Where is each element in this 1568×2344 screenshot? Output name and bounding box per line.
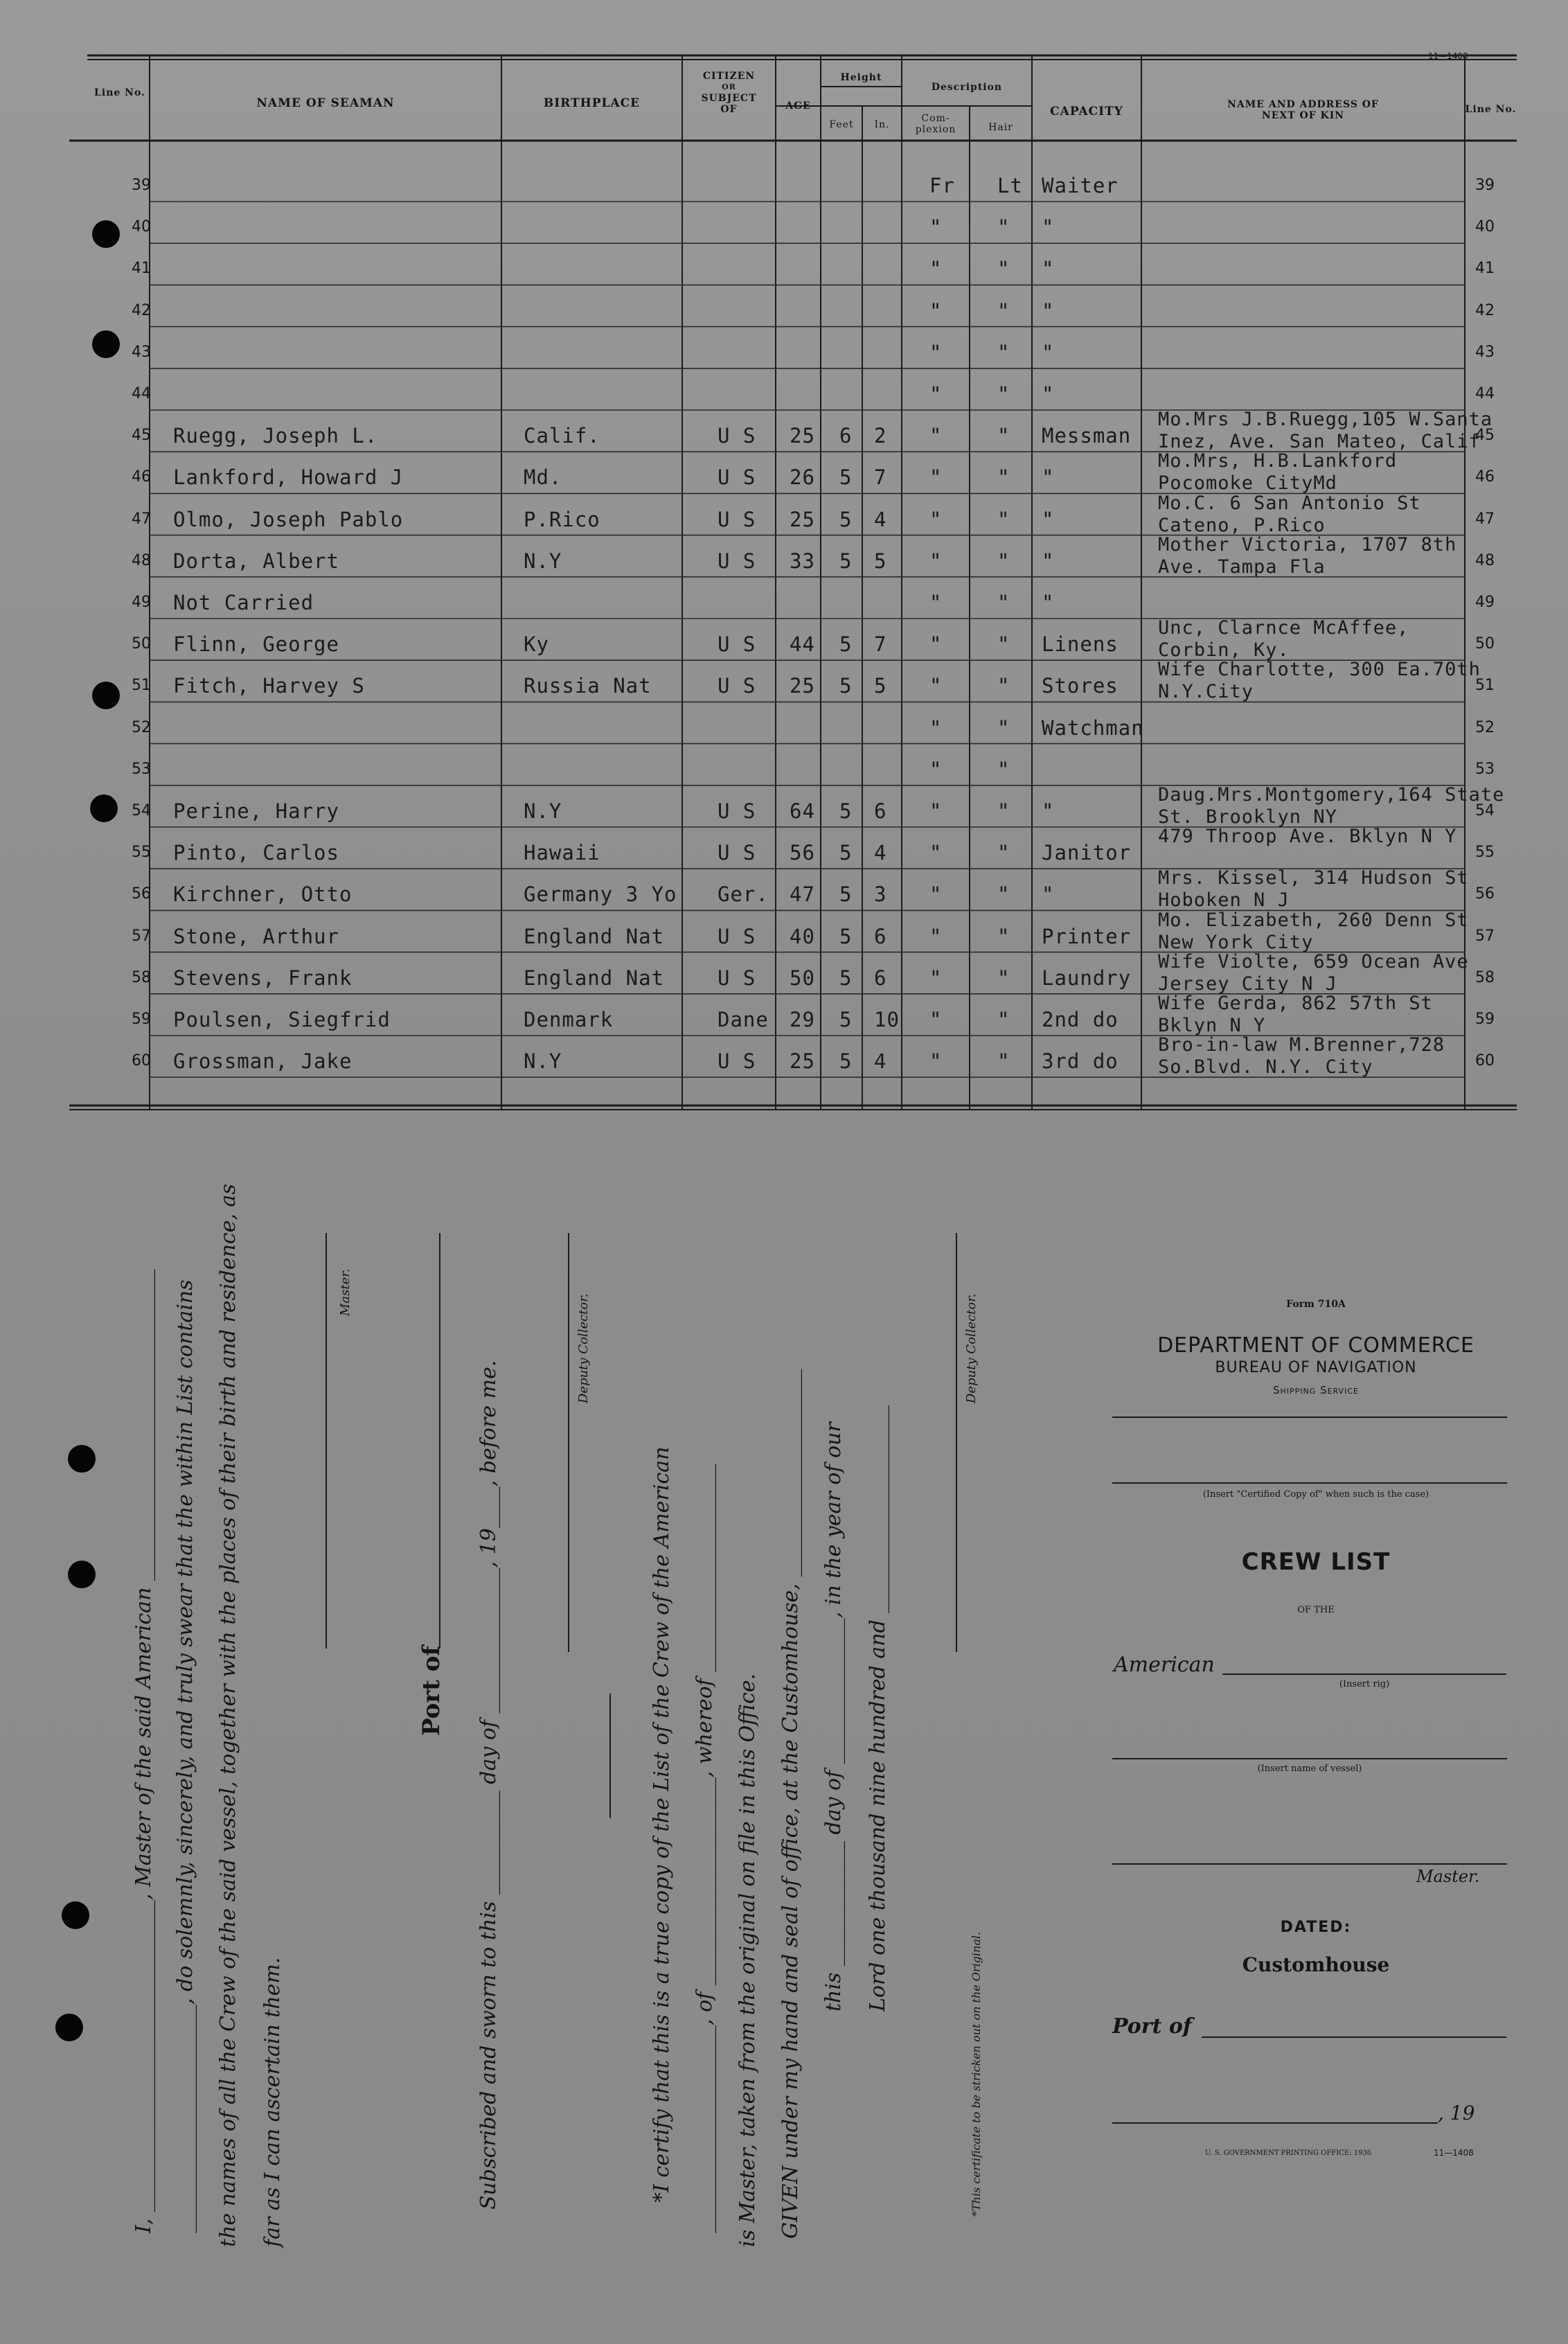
kin-label-1: NAME AND ADDRESS OF xyxy=(1227,99,1379,110)
oath-line-3: the names of all the Crew of the said vessel, together with the places of their birth and residence, as xyxy=(216,1184,240,2247)
row-line-number-right: 42 xyxy=(1475,301,1495,319)
next-of-kin-line-1: Mrs. Kissel, 314 Hudson St xyxy=(1158,867,1469,889)
next-of-kin-line-2: Cateno, P.Rico xyxy=(1158,514,1326,536)
seaman-hair: " xyxy=(997,674,1010,698)
seaman-capacity: " xyxy=(1042,799,1055,823)
seaman-capacity: Janitor xyxy=(1042,841,1132,865)
seal-line xyxy=(609,1694,611,1818)
seaman-birthplace: Russia Nat xyxy=(524,674,652,698)
seaman-age: 25 xyxy=(790,507,815,531)
next-of-kin-line-2: Bklyn N Y xyxy=(1158,1015,1266,1036)
seaman-name: Flinn, George xyxy=(173,632,339,657)
seaman-hair: " xyxy=(997,257,1010,281)
seaman-hair: " xyxy=(997,507,1010,531)
seaman-capacity: Watchman xyxy=(1042,716,1144,740)
row-line-number: 54 xyxy=(132,802,151,819)
seaman-complexion: " xyxy=(929,882,943,907)
row-line-number-right: 39 xyxy=(1475,177,1495,194)
seaman-complexion: " xyxy=(929,257,943,281)
seaman-complexion: " xyxy=(929,757,943,781)
seaman-age: 40 xyxy=(790,924,815,948)
cover-rule-1 xyxy=(1112,1417,1507,1418)
oath-line-1: I, ______________________________, Master of the said American ______________________________ xyxy=(132,1268,156,2233)
seaman-height-feet: 6 xyxy=(839,424,853,448)
deputy-signature-line-2 xyxy=(956,1233,957,1652)
seaman-height-inches: 6 xyxy=(874,966,887,990)
row-line-number: 42 xyxy=(132,301,151,319)
seaman-citizenship: Ger. xyxy=(718,882,769,907)
cover-year: , 19 xyxy=(1438,2102,1475,2124)
seaman-capacity: Waiter xyxy=(1042,174,1119,197)
seaman-name: Poulsen, Siegfrid xyxy=(173,1008,391,1031)
seaman-complexion: " xyxy=(929,424,943,448)
col-header-inches: In. xyxy=(874,119,890,130)
next-of-kin-line-2: Inez, Ave. San Mateo, Calif xyxy=(1158,431,1481,453)
next-of-kin-line-2: Corbin, Ky. xyxy=(1158,639,1290,662)
cover-of-the: OF THE xyxy=(1297,1605,1335,1615)
next-of-kin-line-1: Wife Violte, 659 Ocean Ave xyxy=(1158,950,1469,973)
deputy-collector-label-2: Deputy Collector. xyxy=(964,1293,979,1403)
certificate-footnote: *This certificate to be stricken out on the Original. xyxy=(970,1931,983,2217)
next-of-kin-line-2: Jersey City N J xyxy=(1158,973,1337,995)
seaman-hair: Lt xyxy=(997,174,1023,197)
row-line-number-right: 57 xyxy=(1475,927,1495,945)
seaman-complexion: " xyxy=(929,465,943,490)
row-line-number-right: 51 xyxy=(1475,677,1495,695)
seaman-citizenship: U S xyxy=(718,841,756,865)
master-signature-line xyxy=(326,1233,327,1649)
row-line-number-right: 53 xyxy=(1475,760,1495,778)
seaman-hair: " xyxy=(997,382,1010,406)
seaman-height-inches: 4 xyxy=(874,1049,887,1074)
seaman-birthplace: England Nat xyxy=(524,924,665,948)
seaman-birthplace: Calif. xyxy=(524,424,600,448)
seaman-height-inches: 7 xyxy=(874,632,887,657)
seaman-complexion: " xyxy=(929,716,943,740)
citizen-label-2: OR xyxy=(722,82,736,91)
certify-line-4: GIVEN under my hand and seal of office, at the Customhouse, ____________________ xyxy=(778,1369,803,2239)
cover-department: DEPARTMENT OF COMMERCE xyxy=(1157,1333,1475,1358)
next-of-kin-line-1: 479 Throop Ave. Bklyn N Y xyxy=(1158,826,1457,848)
row-line-number-right: 54 xyxy=(1475,802,1495,819)
seaman-hair: " xyxy=(997,215,1010,240)
row-line-number: 46 xyxy=(132,468,151,486)
row-line-number: 52 xyxy=(132,718,151,736)
cover-bureau: BUREAU OF NAVIGATION xyxy=(1215,1359,1417,1376)
row-line-number: 39 xyxy=(132,177,151,194)
seaman-age: 64 xyxy=(790,799,815,823)
certify-line-3: is Master, taken from the original on file in this Office. xyxy=(736,1673,760,2247)
cover-dated: DATED: xyxy=(1280,1919,1352,1936)
seaman-height-inches: 5 xyxy=(874,674,887,698)
seaman-birthplace: England Nat xyxy=(524,966,665,990)
seaman-complexion: " xyxy=(929,632,943,657)
certify-line-2: ____________________, of ____________________, whereof ____________________ xyxy=(693,1464,717,2233)
row-line-number-right: 58 xyxy=(1475,968,1495,986)
seaman-capacity: " xyxy=(1042,257,1055,281)
seaman-capacity: Linens xyxy=(1042,632,1119,657)
seaman-complexion: " xyxy=(929,299,943,323)
row-line-number-right: 46 xyxy=(1475,468,1495,486)
oath-line-4: far as I can ascertain them. xyxy=(260,1957,285,2247)
seaman-capacity: " xyxy=(1042,382,1055,406)
next-of-kin-line-2: Ave. Tampa Fla xyxy=(1158,556,1326,578)
seaman-citizenship: U S xyxy=(718,549,756,573)
next-of-kin-line-1: Mo. Elizabeth, 260 Denn St xyxy=(1158,909,1469,931)
col-header-birthplace: BIRTHPLACE xyxy=(543,96,641,110)
col-header-height: Height xyxy=(840,72,882,83)
seaman-hair: " xyxy=(997,841,1010,865)
certify-line-1: *I certify that this is a true copy of the List of the Crew of the American xyxy=(650,1446,674,2203)
row-line-number: 51 xyxy=(132,677,151,695)
cover-certified-note: (Insert "Certified Copy of" when such is the case) xyxy=(1202,1489,1429,1500)
seaman-birthplace: Md. xyxy=(524,465,562,490)
deputy-signature-line xyxy=(568,1233,569,1652)
next-of-kin-line-2: N.Y.City xyxy=(1158,681,1254,703)
seaman-birthplace: N.Y xyxy=(524,1049,562,1074)
row-line-number-right: 52 xyxy=(1475,718,1495,736)
row-line-number: 40 xyxy=(132,218,151,236)
col-header-complexion xyxy=(902,113,970,135)
seaman-height-inches: 2 xyxy=(874,424,887,448)
seaman-name: Kirchner, Otto xyxy=(173,882,353,907)
row-line-number-right: 40 xyxy=(1475,218,1495,236)
cover-customhouse: Customhouse xyxy=(1242,1953,1390,1976)
citizen-label-3: SUBJECT xyxy=(701,93,757,104)
complexion-label-1: Com- xyxy=(921,113,950,124)
seaman-age: 25 xyxy=(790,674,815,698)
seaman-complexion: " xyxy=(929,841,943,865)
row-line-number: 60 xyxy=(132,1052,151,1070)
seaman-name: Stevens, Frank xyxy=(173,966,353,990)
row-line-number: 56 xyxy=(132,885,151,903)
seaman-complexion: " xyxy=(929,340,943,364)
seaman-height-feet: 5 xyxy=(839,1008,853,1031)
next-of-kin-line-2: St. Brooklyn NY xyxy=(1158,806,1337,828)
seaman-age: 47 xyxy=(790,882,815,907)
seaman-height-inches: 5 xyxy=(874,549,887,573)
seaman-hair: " xyxy=(997,465,1010,490)
seaman-height-inches: 6 xyxy=(874,799,887,823)
cover-american: American xyxy=(1114,1653,1215,1677)
cover-printer: U. S. GOVERNMENT PRINTING OFFICE: 1936 xyxy=(1205,2149,1372,2157)
certify-line-5: this ____________ day of ______________, in the year of our xyxy=(821,1422,846,2012)
seaman-height-feet: 5 xyxy=(839,465,853,490)
seaman-complexion: " xyxy=(929,382,943,406)
next-of-kin-line-1: Bro-in-law M.Brenner,728 xyxy=(1158,1034,1445,1056)
next-of-kin-line-1: Wife Charlotte, 300 Ea.70th xyxy=(1158,659,1481,681)
seaman-capacity: " xyxy=(1042,465,1055,490)
seaman-citizenship: U S xyxy=(718,507,756,531)
seaman-height-inches: 10 xyxy=(874,1008,900,1031)
seaman-name: Fitch, Harvey S xyxy=(173,674,365,698)
seaman-hair: " xyxy=(997,340,1010,364)
seaman-name: Grossman, Jake xyxy=(173,1049,353,1074)
seaman-name: Olmo, Joseph Pablo xyxy=(173,507,404,531)
row-line-number-right: 60 xyxy=(1475,1052,1495,1070)
oath-line-2: ______________________, do solemnly, sincerely, and truly swear that the within List contains xyxy=(173,1279,197,2233)
seaman-hair: " xyxy=(997,299,1010,323)
seaman-complexion: " xyxy=(929,215,943,240)
cover-service: Shipping Service xyxy=(1273,1384,1359,1396)
seaman-height-inches: 4 xyxy=(874,841,887,865)
deputy-collector-label: Deputy Collector. xyxy=(576,1293,591,1403)
seaman-height-inches: 7 xyxy=(874,465,887,490)
seaman-complexion: " xyxy=(929,1049,943,1074)
seaman-height-feet: 5 xyxy=(839,841,853,865)
punch-hole xyxy=(68,1561,96,1588)
seaman-citizenship: U S xyxy=(718,966,756,990)
seaman-capacity: " xyxy=(1042,340,1055,364)
seaman-complexion: " xyxy=(929,924,943,948)
seaman-age: 25 xyxy=(790,1049,815,1074)
seaman-birthplace: Ky xyxy=(524,632,549,657)
col-header-line-no-right: Line No. xyxy=(1465,104,1517,115)
cover-port-line xyxy=(1202,2036,1506,2038)
seaman-capacity: Printer xyxy=(1042,924,1132,948)
seaman-citizenship: U S xyxy=(718,465,756,490)
cover-form-number: Form 710A xyxy=(1286,1299,1346,1310)
seaman-name: Stone, Arthur xyxy=(173,924,339,948)
next-of-kin-line-2: Hoboken N J xyxy=(1158,889,1290,912)
seaman-capacity: " xyxy=(1042,549,1055,573)
col-header-kin xyxy=(1141,99,1465,121)
next-of-kin-line-1: Mo.C. 6 San Antonio St xyxy=(1158,492,1421,514)
seaman-hair: " xyxy=(997,757,1010,781)
master-label: Master. xyxy=(338,1268,353,1316)
cover-title: CREW LIST xyxy=(1241,1548,1391,1576)
col-header-capacity: CAPACITY xyxy=(1050,105,1123,118)
next-of-kin-line-1: Mo.Mrs, H.B.Lankford xyxy=(1158,450,1398,472)
seaman-age: 25 xyxy=(790,424,815,448)
seaman-height-feet: 5 xyxy=(839,632,853,657)
seaman-birthplace: P.Rico xyxy=(524,507,600,531)
form-number-top: 11—1408 xyxy=(1428,51,1468,61)
seaman-height-feet: 5 xyxy=(839,549,853,573)
row-line-number: 41 xyxy=(132,260,151,278)
seaman-complexion: Fr xyxy=(929,174,955,197)
seaman-capacity: Messman xyxy=(1042,424,1132,448)
col-header-feet: Feet xyxy=(829,119,854,130)
row-line-number-right: 47 xyxy=(1475,510,1495,528)
seaman-name: Not Carried xyxy=(173,591,314,614)
seaman-birthplace: Denmark xyxy=(524,1008,614,1031)
next-of-kin-line-1: Mo.Mrs J.B.Ruegg,105 W.Santa xyxy=(1158,409,1493,431)
certify-line-6: Lord one thousand nine hundred and ____________________ xyxy=(866,1405,890,2012)
kin-label-2: NEXT OF KIN xyxy=(1261,110,1345,121)
seaman-hair: " xyxy=(997,424,1010,448)
seaman-name: Perine, Harry xyxy=(173,799,339,823)
seaman-capacity: " xyxy=(1042,299,1055,323)
row-line-number-right: 41 xyxy=(1475,260,1495,278)
seaman-capacity: 3rd do xyxy=(1042,1049,1119,1074)
seaman-citizenship: U S xyxy=(718,924,756,948)
seaman-hair: " xyxy=(997,799,1010,823)
cover-rig-line xyxy=(1222,1673,1506,1675)
row-line-number: 59 xyxy=(132,1011,151,1028)
seaman-citizenship: U S xyxy=(718,424,756,448)
citizen-label-1: CITIZEN xyxy=(702,71,756,82)
cover-vessel-line xyxy=(1112,1758,1507,1759)
seaman-hair: " xyxy=(997,1049,1010,1074)
row-line-number: 57 xyxy=(132,927,151,945)
seaman-age: 44 xyxy=(790,632,815,657)
col-header-hair: Hair xyxy=(988,122,1013,133)
row-line-number-right: 56 xyxy=(1475,885,1495,903)
seaman-hair: " xyxy=(997,632,1010,657)
seaman-height-feet: 5 xyxy=(839,924,853,948)
seaman-complexion: " xyxy=(929,1008,943,1031)
subscribed-line: Subscribed and sworn to this __________ day of ______________, 19____, before me. xyxy=(476,1360,501,2210)
cover-insert-vessel: (Insert name of vessel) xyxy=(1257,1764,1362,1774)
seaman-age: 29 xyxy=(790,1008,815,1031)
row-line-number: 43 xyxy=(132,343,151,361)
seaman-hair: " xyxy=(997,549,1010,573)
seaman-capacity: " xyxy=(1042,507,1055,531)
seaman-citizenship: U S xyxy=(718,632,756,657)
next-of-kin-line-1: Mother Victoria, 1707 8th xyxy=(1158,533,1457,556)
seaman-height-feet: 5 xyxy=(839,966,853,990)
row-line-number: 50 xyxy=(132,635,151,653)
row-line-number-right: 50 xyxy=(1475,635,1495,653)
row-line-number: 44 xyxy=(132,385,151,402)
seaman-capacity: " xyxy=(1042,215,1055,240)
seaman-citizenship: U S xyxy=(718,799,756,823)
col-header-citizen xyxy=(682,71,776,115)
seaman-height-feet: 5 xyxy=(839,674,853,698)
seaman-hair: " xyxy=(997,1008,1010,1031)
col-header-age: AGE xyxy=(785,100,811,112)
row-line-number-right: 49 xyxy=(1475,594,1495,611)
seaman-height-feet: 5 xyxy=(839,1049,853,1074)
cover-port-of: Port of xyxy=(1112,2014,1192,2039)
seaman-hair: " xyxy=(997,716,1010,740)
next-of-kin-line-1: Daug.Mrs.Montgomery,164 State xyxy=(1158,784,1505,806)
next-of-kin-line-1: Wife Gerda, 862 57th St xyxy=(1158,993,1433,1014)
col-header-line-no: Line No. xyxy=(94,87,145,98)
seaman-complexion: " xyxy=(929,799,943,823)
seaman-hair: " xyxy=(997,966,1010,990)
seaman-age: 50 xyxy=(790,966,815,990)
next-of-kin-line-1: Unc, Clarnce McAffee, xyxy=(1158,617,1409,639)
seaman-birthplace: N.Y xyxy=(524,799,562,823)
seaman-capacity: " xyxy=(1042,882,1055,907)
seaman-complexion: " xyxy=(929,507,943,531)
seaman-capacity: 2nd do xyxy=(1042,1008,1119,1031)
seaman-height-feet: 5 xyxy=(839,799,853,823)
seaman-hair: " xyxy=(997,924,1010,948)
seaman-capacity: Laundry xyxy=(1042,966,1132,990)
seaman-complexion: " xyxy=(929,591,943,614)
row-line-number-right: 55 xyxy=(1475,844,1495,862)
seaman-capacity: " xyxy=(1042,591,1055,614)
row-line-number: 45 xyxy=(132,427,151,445)
seaman-complexion: " xyxy=(929,674,943,698)
next-of-kin-line-2: Pocomoke CityMd xyxy=(1158,472,1337,495)
seaman-citizenship: U S xyxy=(718,674,756,698)
cover-master: Master. xyxy=(1416,1867,1480,1886)
seaman-age: 26 xyxy=(790,465,815,490)
seaman-age: 33 xyxy=(790,549,815,573)
cover-form-no: 11—1408 xyxy=(1434,2148,1474,2158)
next-of-kin-line-2: New York City xyxy=(1158,931,1314,953)
seaman-hair: " xyxy=(997,591,1010,614)
row-line-number: 58 xyxy=(132,968,151,986)
seaman-citizenship: Dane xyxy=(718,1008,769,1031)
row-line-number-right: 48 xyxy=(1475,551,1495,569)
row-line-number-right: 44 xyxy=(1475,385,1495,402)
seaman-citizenship: U S xyxy=(718,1049,756,1074)
cover-master-line xyxy=(1112,1863,1507,1865)
seaman-height-inches: 3 xyxy=(874,882,887,907)
seaman-age: 56 xyxy=(790,841,815,865)
seaman-birthplace: Germany 3 Yo xyxy=(524,882,677,907)
row-line-number: 55 xyxy=(132,844,151,862)
oath-port-of: Port of xyxy=(418,1645,445,1736)
next-of-kin-line-2: So.Blvd. N.Y. City xyxy=(1158,1056,1373,1078)
punch-hole xyxy=(55,2014,83,2041)
cover-date-line xyxy=(1112,2122,1438,2124)
seaman-name: Dorta, Albert xyxy=(173,549,339,573)
col-header-description: Description xyxy=(931,82,1003,93)
seaman-height-feet: 5 xyxy=(839,507,853,531)
row-line-number: 48 xyxy=(132,551,151,569)
row-line-number-right: 45 xyxy=(1475,427,1495,445)
citizen-label-4: OF xyxy=(720,104,738,115)
punch-hole xyxy=(68,1445,96,1473)
row-line-number: 47 xyxy=(132,510,151,528)
seaman-name: Ruegg, Joseph L. xyxy=(173,424,378,448)
seaman-name: Pinto, Carlos xyxy=(173,841,339,865)
seaman-complexion: " xyxy=(929,966,943,990)
seaman-birthplace: Hawaii xyxy=(524,841,600,865)
seaman-height-feet: 5 xyxy=(839,882,853,907)
cover-insert-rig: (Insert rig) xyxy=(1339,1679,1390,1689)
seaman-birthplace: N.Y xyxy=(524,549,562,573)
seaman-hair: " xyxy=(997,882,1010,907)
seaman-height-inches: 4 xyxy=(874,507,887,531)
row-line-number-right: 43 xyxy=(1475,343,1495,361)
punch-hole xyxy=(62,1901,89,1929)
seaman-height-inches: 6 xyxy=(874,924,887,948)
port-of-line xyxy=(439,1233,440,1649)
seaman-complexion: " xyxy=(929,549,943,573)
seaman-capacity: Stores xyxy=(1042,674,1119,698)
col-header-name: NAME OF SEAMAN xyxy=(256,96,395,110)
row-line-number: 49 xyxy=(132,594,151,611)
cover-rule-2 xyxy=(1112,1482,1507,1484)
row-line-number: 53 xyxy=(132,760,151,778)
seaman-name: Lankford, Howard J xyxy=(173,465,404,490)
row-line-number-right: 59 xyxy=(1475,1011,1495,1028)
complexion-label-2: plexion xyxy=(915,124,956,135)
